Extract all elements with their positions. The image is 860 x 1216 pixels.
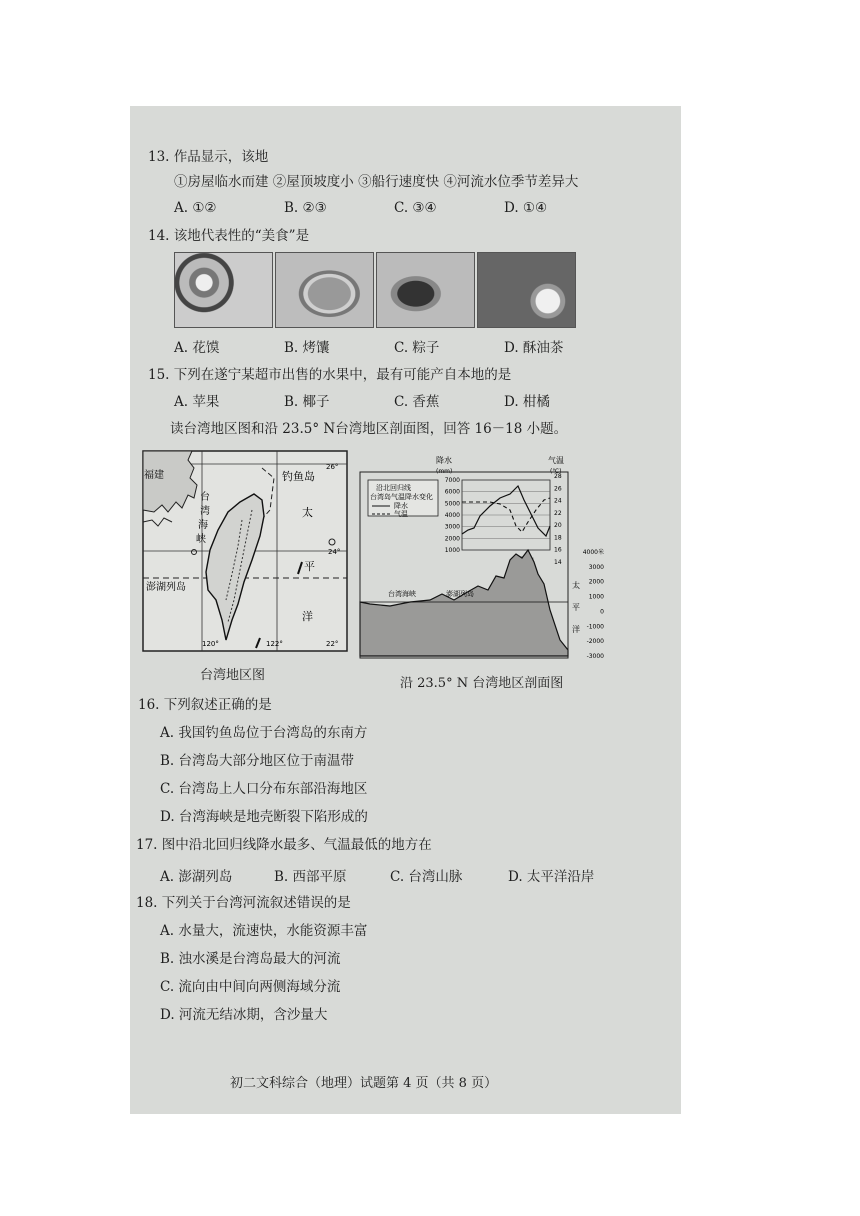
profile-left-tick: 4000 [444,512,460,519]
q18-option-b: B. 浊水溪是台湾岛最大的河流 [160,951,341,967]
profile-left-tick: 1000 [444,547,460,554]
profile-y-right-unit: (℃) [550,468,562,475]
q17-option-b: B. 西部平原 [274,869,347,885]
q15-option-d: D. 柑橘 [504,394,550,410]
map-lon-122: 122° [266,640,283,648]
food-photo-huamo [174,252,273,328]
q14-option-b: B. 烤馕 [284,340,330,356]
food-photo-suyoucha [477,252,576,328]
profile-elev-tick: 4000米 [582,549,604,556]
map-lat-26: 26° [326,463,339,471]
profile-elev-tick: 1000 [588,593,604,601]
q15-option-b: B. 椰子 [284,394,330,410]
q14-option-d: D. 酥油茶 [504,340,564,356]
q13-option-b: B. ②③ [284,200,327,216]
q14-option-a: A. 花馍 [174,340,220,356]
profile-legend-temp: 气温 [394,510,408,518]
q13-option-d: D. ①④ [504,200,548,216]
profile-elev-tick: -2000 [586,638,604,646]
map-lat-22: 22° [326,640,339,648]
food-photo-kaonang [275,252,374,328]
profile-right-tick: 22 [554,509,562,517]
profile-elev-tick: -1000 [586,623,604,631]
profile-label-strait: 台湾海峡 [388,590,416,598]
food-photo-strip [174,252,576,328]
profile-elev-tick: 0 [600,608,604,616]
profile-left-tick: 6000 [444,488,460,496]
q16-option-d: D. 台湾海峡是地壳断裂下陷形成的 [160,809,368,825]
figure-intro: 读台湾地区图和沿 23.5° N台湾地区剖面图，回答 16－18 小题。 [170,421,568,437]
q14-stem: 14. 该地代表性的“美食”是 [148,228,310,244]
q15-option-c: C. 香蕉 [394,394,440,410]
profile-right-tick: 16 [554,546,562,554]
profile-right-tick: 24 [554,497,562,505]
q18-option-d: D. 河流无结冰期，含沙量大 [160,1007,328,1023]
profile-right-tick: 28 [554,473,562,480]
profile-caption: 沿 23.5° N 台湾地区剖面图 [400,676,564,691]
q13-option-c: C. ③④ [394,200,437,216]
profile-elev-tick: -3000 [586,653,604,660]
profile-y-left-unit: (mm) [436,468,453,475]
q13-stem: 13. 作品显示，该地 [148,149,269,165]
taiwan-map [142,450,348,652]
profile-elev-tick: 3000 [588,563,604,571]
q15-option-a: A. 苹果 [174,394,220,410]
profile-y-right-title: 气温 [548,456,564,465]
profile-label-pacific-3: 洋 [572,625,580,634]
profile-right-tick: 26 [554,485,562,493]
q18-option-a: A. 水量大，流速快，水能资源丰富 [160,923,368,939]
map-strait-1: 台 [200,492,210,503]
q16-option-b: B. 台湾岛大部分地区位于南温带 [160,753,355,769]
q13-statements: ①房屋临水而建 ②屋顶坡度小 ③船行速度快 ④河流水位季节差异大 [174,174,579,190]
map-label-fujian: 福建 [144,470,164,481]
map-label-yang: 洋 [302,610,313,623]
q17-option-d: D. 太平洋沿岸 [508,869,595,885]
profile-label-pacific-2: 平 [572,603,580,612]
map-strait-2: 湾 [200,506,210,517]
profile-left-tick: 5000 [444,500,460,508]
map-label-diaoyu: 钓鱼岛 [282,470,315,483]
q14-option-c: C. 粽子 [394,340,440,356]
q13-option-a: A. ①② [174,200,217,216]
q17-option-c: C. 台湾山脉 [390,869,463,885]
profile-legend-title-2: 台湾岛气温降水变化 [370,493,433,501]
profile-label-penghu: 澎湖列岛 [446,590,474,598]
map-caption: 台湾地区图 [200,668,266,683]
q16-option-a: A. 我国钓鱼岛位于台湾岛的东南方 [160,725,368,741]
map-lat-24: 24° [328,548,341,556]
q17-option-a: A. 澎湖列岛 [160,869,233,885]
map-lon-120: 120° [202,640,219,648]
exam-page [130,106,681,1114]
profile-left-tick: 3000 [444,523,460,531]
map-strait-4: 峡 [196,534,206,545]
q16-option-c: C. 台湾岛上人口分布东部沿海地区 [160,781,368,797]
q18-stem: 18. 下列关于台湾河流叙述错误的是 [136,895,351,911]
profile-elev-tick: 2000 [588,578,604,586]
profile-legend-precip: 降水 [394,502,408,510]
map-label-penghu: 澎湖列岛 [146,582,186,593]
profile-right-tick: 20 [554,522,562,530]
profile-right-tick: 14 [554,559,562,566]
map-label-tai: 太 [302,506,313,519]
profile-legend-title-1: 沿北回归线 [376,484,411,492]
q16-stem: 16. 下列叙述正确的是 [138,697,272,713]
q18-option-c: C. 流向由中间向两侧海域分流 [160,979,341,995]
map-label-ping: 平 [304,560,315,573]
profile-y-left-title: 降水 [436,456,452,465]
q15-stem: 15. 下列在遂宁某超市出售的水果中，最有可能产自本地的是 [148,367,512,383]
profile-label-pacific-1: 太 [572,581,580,590]
q17-stem: 17. 图中沿北回归线降水最多、气温最低的地方在 [136,837,432,853]
profile-chart [350,450,606,662]
page-footer: 初二文科综合（地理）试题第 4 页（共 8 页） [230,1076,498,1091]
food-photo-zongzi [376,252,475,328]
profile-left-tick: 7000 [444,477,460,484]
profile-right-tick: 18 [554,534,562,542]
map-strait-3: 海 [198,520,208,531]
profile-left-tick: 2000 [444,535,460,543]
